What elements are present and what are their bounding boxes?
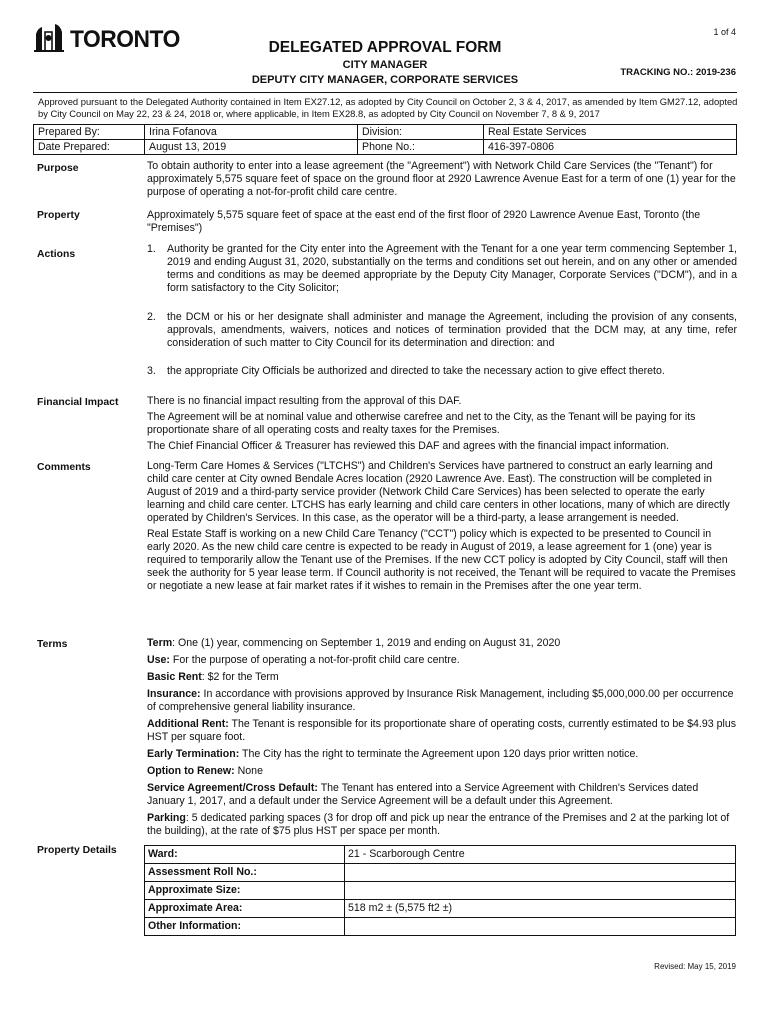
financial-impact-text xyxy=(147,395,737,456)
tracking-number: TRACKING NO.: 2019-236 xyxy=(620,67,736,78)
term-value: The City has the right to terminate the Agreement upon 120 days prior written notice. xyxy=(239,748,639,760)
property-detail-key: Other Information: xyxy=(145,918,345,936)
term-key: Basic Rent xyxy=(147,671,202,683)
form-title: DELEGATED APPROVAL FORM xyxy=(268,39,502,56)
term-item xyxy=(147,782,737,808)
comments-text xyxy=(147,460,737,596)
term-separator: : xyxy=(185,812,189,824)
terms-label: Terms xyxy=(37,639,68,650)
term-value: In accordance with provisions approved by Insurance Risk Management, including $5,000,000.00 per occurrence of comprehensive general liability insurance. xyxy=(147,688,734,713)
table-row xyxy=(145,846,736,864)
financial-paragraph: The Agreement will be at nominal value and otherwise carefree and net to the City, as the Tenant will be paying for its proportionate share of all operating costs and realty taxes for the Premises. xyxy=(147,411,696,436)
subtitle-deputy-city-manager: DEPUTY CITY MANAGER, CORPORATE SERVICES xyxy=(251,74,519,86)
property-text: Approximately 5,575 square feet of space at the east end of the first floor of 2920 Lawrence Avenue East, Toronto (the "Premises") xyxy=(147,209,701,234)
action-number: 2. xyxy=(147,311,156,323)
property-label: Property xyxy=(37,210,80,221)
date-prepared-value: August 13, 2019 xyxy=(145,140,358,155)
term-value: For the purpose of operating a not-for-profit child care centre. xyxy=(169,654,460,666)
subtitle-city-manager: CITY MANAGER xyxy=(342,59,428,71)
purpose-label: Purpose xyxy=(37,163,79,174)
term-value: The Tenant is responsible for its proportionate share of operating costs, currently estimated to be $4.93 plus HST per square foot. xyxy=(147,718,737,743)
property-detail-key: Assessment Roll No.: xyxy=(145,864,345,882)
term-key: Additional Rent: xyxy=(147,718,229,730)
property-details-label: Property Details xyxy=(37,845,117,856)
term-key: Use: xyxy=(147,654,170,666)
comments-paragraph: Real Estate Staff is working on a new Child Care Tenancy ("CCT") policy which is expected to be presented to Council in early 2020. As the new child care centre is expected to be ready in August of 2019, a lease agreement for 1 (one) year is required to temporarily allow the Tenant use of the Premises. If the new CCT policy is adopted by City Council, staff will then seek the authority for 5 year lease term. If Council authority is not received, the Tenant will be required to vacate the Premises or negotiate a new lease at fair market rates if it wishes to remain in the Premises after the one year term. xyxy=(147,528,736,592)
term-item xyxy=(147,718,737,744)
prepared-by-value: Irina Fofanova xyxy=(145,125,358,140)
term-item xyxy=(147,671,737,684)
term-key: Term xyxy=(147,637,173,649)
property-detail-value: 21 - Scarborough Centre xyxy=(345,846,736,864)
header-divider xyxy=(33,92,737,93)
term-value: One (1) year, commencing on September 1, 2019 and ending on August 31, 2020 xyxy=(175,637,561,649)
division-label: Division: xyxy=(358,125,484,140)
division-value: Real Estate Services xyxy=(484,125,737,140)
term-item xyxy=(147,654,737,667)
page-number: 1 of 4 xyxy=(713,27,736,37)
action-text: the appropriate City Officials be authorized and directed to take the necessary action to give effect thereto. xyxy=(167,365,665,377)
financial-paragraph: There is no financial impact resulting from the approval of this DAF. xyxy=(147,395,462,407)
property-detail-key: Ward: xyxy=(145,846,345,864)
property-detail-value: 518 m2 ± (5,575 ft2 ±) xyxy=(345,900,736,918)
revised-date: Revised: May 15, 2019 xyxy=(654,962,736,971)
action-item xyxy=(147,365,737,378)
table-row xyxy=(145,882,736,900)
authority-statement: Approved pursuant to the Delegated Authority contained in Item EX27.12, as adopted by City Council on October 2, 3 & 4, 2017, as amended by Item GM27.12, adopted by City Council on May 22, 23 & 24, 2018 or, where applicable, in Item EX28.8, as adopted by City Council on November 7, 8 & 9, 2017 xyxy=(38,96,738,119)
action-text: the DCM or his or her designate shall administer and manage the Agreement, including the provision of any consents, approvals, amendments, waivers, notices and notices of termination provided that the DCM may, at any time, refer consideration of such matter to City Council for its determination and direction: and xyxy=(167,311,737,349)
terms-text xyxy=(147,637,737,842)
action-text: Authority be granted for the City enter into the Agreement with the Tenant for a one year term commencing September 1, 2019 and ending August 31, 2020, substantially on the terms and conditions set out herein, and on any other or amended terms and conditions as may be deemed appropriate by the Deputy City Manager, Corporate Services ("DCM"), and in a form satisfactory to the City Solicitor; xyxy=(167,243,737,294)
financial-impact-label: Financial Impact xyxy=(37,397,119,408)
comments-label: Comments xyxy=(37,462,91,473)
table-row xyxy=(145,918,736,936)
action-number: 1. xyxy=(147,243,156,255)
prepared-by-label: Prepared By: xyxy=(34,125,145,140)
term-key: Parking xyxy=(147,812,186,824)
term-key: Service Agreement/Cross Default: xyxy=(147,782,318,794)
action-item xyxy=(147,243,737,295)
term-key: Option to Renew: xyxy=(147,765,235,777)
term-key: Early Termination: xyxy=(147,748,240,760)
property-detail-value xyxy=(345,864,736,882)
term-value: None xyxy=(234,765,263,777)
table-row xyxy=(145,864,736,882)
date-prepared-label: Date Prepared: xyxy=(34,140,145,155)
action-number: 3. xyxy=(147,365,156,377)
term-separator: : xyxy=(201,671,205,683)
preparer-info-table xyxy=(33,124,737,155)
term-separator: : xyxy=(172,637,176,649)
property-detail-value xyxy=(345,918,736,936)
financial-paragraph: The Chief Financial Officer & Treasurer has reviewed this DAF and agrees with the financial impact information. xyxy=(147,440,670,452)
property-detail-value xyxy=(345,882,736,900)
term-item xyxy=(147,688,737,714)
logo-wordmark: TORONTO xyxy=(70,26,180,53)
phone-label: Phone No.: xyxy=(358,140,484,155)
term-item xyxy=(147,765,737,778)
term-item xyxy=(147,812,737,838)
term-key: Insurance: xyxy=(147,688,201,700)
term-value: The Tenant has entered into a Service Agreement with Children's Services dated January 1, 2017, and a default under the Service Agreement will be a default under this Agreement. xyxy=(147,782,699,807)
term-value: $2 for the Term xyxy=(204,671,279,683)
table-row xyxy=(145,900,736,918)
term-item xyxy=(147,637,737,650)
term-value: 5 dedicated parking spaces (3 for drop off and pick up near the entrance of the Premises and 2 at the parking lot of the building), at the rate of $75 plus HST per space per month. xyxy=(147,812,730,837)
property-detail-key: Approximate Size: xyxy=(145,882,345,900)
action-item xyxy=(147,311,737,350)
property-detail-key: Approximate Area: xyxy=(145,900,345,918)
property-details-table xyxy=(144,845,736,936)
term-item xyxy=(147,748,737,761)
comments-paragraph: Long-Term Care Homes & Services ("LTCHS") and Children's Services have partnered to construct an early learning and child care center at City owned Bendale Acres location (2920 Lawrence Ave. East). The construction will be completed in August of 2019 and a third-party service provider (Network Child Care Services) has been selected to operate the early learning and child care center. LTCHS has early learning and child care centers in other locations, many of which are directly operated by Children's Services. In this case, as the operator will be a third-party, a lease arrangement is needed. xyxy=(147,460,730,524)
phone-value: 416-397-0806 xyxy=(484,140,737,155)
actions-label: Actions xyxy=(37,249,76,260)
purpose-text: To obtain authority to enter into a lease agreement (the "Agreement") with Network Child Care Services (the "Tenant") for approximately 5,575 square feet of space on the ground floor at 2920 Lawrence Avenue East for a term of one (1) year for the purpose of operating a not-for-profit child care centre. xyxy=(147,160,736,198)
